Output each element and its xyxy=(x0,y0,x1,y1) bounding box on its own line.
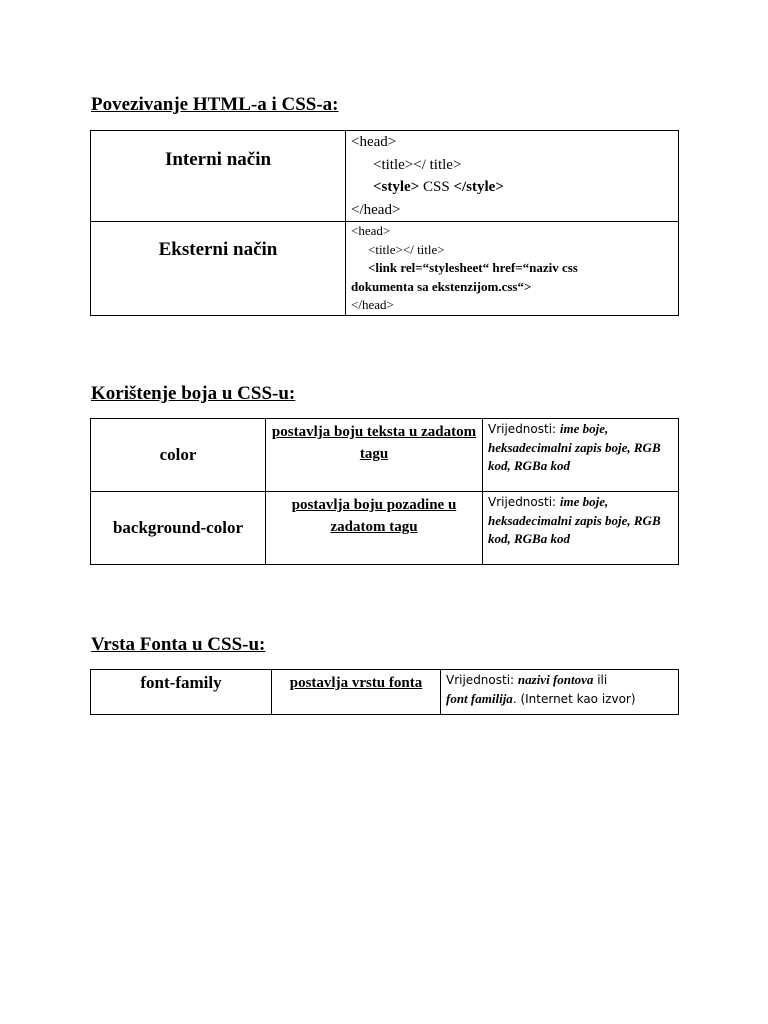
property-description: postavlja vrstu fonta xyxy=(272,670,441,715)
property-values xyxy=(483,419,679,492)
values-text: nazivi fontova xyxy=(517,672,594,687)
font-table xyxy=(90,669,679,715)
property-values xyxy=(441,670,679,715)
table-row xyxy=(91,670,679,715)
code-line: <head> xyxy=(351,134,397,150)
code-line: dokumenta sa ekstenzijom.css“> xyxy=(351,278,532,294)
values-label: Vrijednosti: xyxy=(446,673,518,687)
table-row xyxy=(91,492,679,565)
values-text: . (Internet kao izvor) xyxy=(512,691,636,706)
values-text: ili xyxy=(593,673,608,687)
code-line: <head> xyxy=(351,223,391,238)
property-description: postavlja boju pozadine u zadatom tagu xyxy=(266,492,483,565)
method-name: Interni način xyxy=(91,131,346,222)
values-label: Vrijednosti: xyxy=(488,495,560,509)
code-css-text: CSS xyxy=(419,179,454,195)
code-line: </head> xyxy=(351,297,394,312)
table-row xyxy=(91,419,679,492)
code-line: <title></ title> xyxy=(368,241,445,257)
code-style-open: <style> xyxy=(373,179,420,195)
colors-table xyxy=(90,418,679,565)
section-heading-font: Vrsta Fonta u CSS-u: xyxy=(91,634,266,655)
code-line: </head> xyxy=(351,201,401,218)
code-block xyxy=(346,222,679,316)
values-text: ime boje, heksadecimalni zapis boje, RGB kod, RGBa kod xyxy=(488,494,661,546)
table-row xyxy=(91,131,679,222)
values-text: ime boje, heksadecimalni zapis boje, RGB kod, RGBa kod xyxy=(488,421,661,473)
property-description: postavlja boju teksta u zadatom tagu xyxy=(266,419,483,492)
property-name: color xyxy=(91,419,266,492)
property-name: background-color xyxy=(91,492,266,565)
values-label: Vrijednosti: xyxy=(488,422,560,436)
property-values xyxy=(483,492,679,565)
table-row xyxy=(91,222,679,316)
code-style-close: </style> xyxy=(453,179,504,195)
values-text: font familija xyxy=(446,690,513,706)
code-line xyxy=(351,176,678,199)
code-line: <title></ title> xyxy=(373,156,462,173)
linking-table xyxy=(90,130,679,316)
section-heading-colors: Korištenje boja u CSS-u: xyxy=(91,383,296,404)
code-line: <link rel=“stylesheet“ href=“naziv css xyxy=(368,260,578,275)
section-heading-linking: Povezivanje HTML-a i CSS-a: xyxy=(91,94,339,115)
code-block xyxy=(346,131,679,222)
method-name: Eksterni način xyxy=(91,222,346,316)
property-name: font-family xyxy=(91,670,272,715)
